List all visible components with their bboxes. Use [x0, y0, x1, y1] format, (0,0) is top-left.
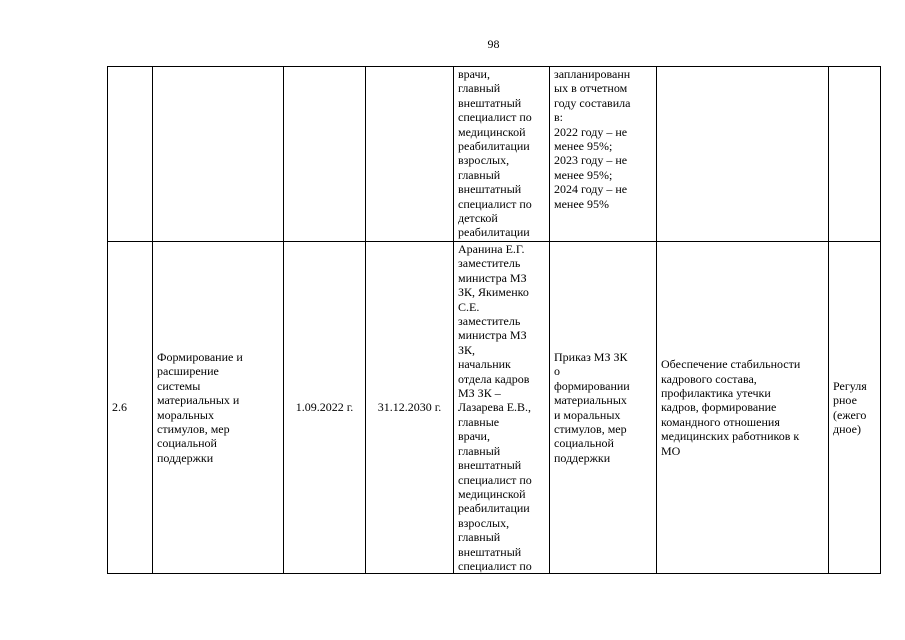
page-number: 98 [487, 37, 500, 51]
cell-start-date: 1.09.2022 г. [284, 242, 366, 574]
cell-result [657, 67, 829, 242]
cell-frequency: Регуля рное (ежего дное) [829, 242, 881, 574]
cell-start-date [284, 67, 366, 242]
cell-activity [153, 67, 284, 242]
cell-frequency [829, 67, 881, 242]
cell-number: 2.6 [108, 242, 153, 574]
table-row [108, 67, 881, 242]
cell-end-date: 31.12.2030 г. [366, 242, 454, 574]
table-row [108, 242, 881, 574]
cell-end-date [366, 67, 454, 242]
cell-document: запланированн ых в отчетном году составила в: 2022 году – не менее 95%; 2023 году – не менее 95%; 2024 году – не менее 95% [550, 67, 657, 242]
cell-number [108, 67, 153, 242]
action-plan-table [107, 66, 881, 574]
cell-responsible: врачи, главный внештатный специалист по медицинской реабилитации взрослых, главный внештатный специалист по детской реабилитации [454, 67, 550, 242]
cell-document: Приказ МЗ ЗК о формировании материальных и моральных стимулов, мер социальной поддержки [550, 242, 657, 574]
cell-result: Обеспечение стабильности кадрового состава, профилактика утечки кадров, формирование командного отношения медицинских работников к МО [657, 242, 829, 574]
cell-responsible: Аранина Е.Г. заместитель министра МЗ ЗК, Якименко С.Е. заместитель министра МЗ ЗК, начальник отдела кадров МЗ ЗК – Лазарева Е.В., главные врачи, главный внештатный специалист по медицинской реабилитации взрослых, главный внештатный специалист по [454, 242, 550, 574]
cell-activity: Формирование и расширение системы материальных и моральных стимулов, мер социальной поддержки [153, 242, 284, 574]
